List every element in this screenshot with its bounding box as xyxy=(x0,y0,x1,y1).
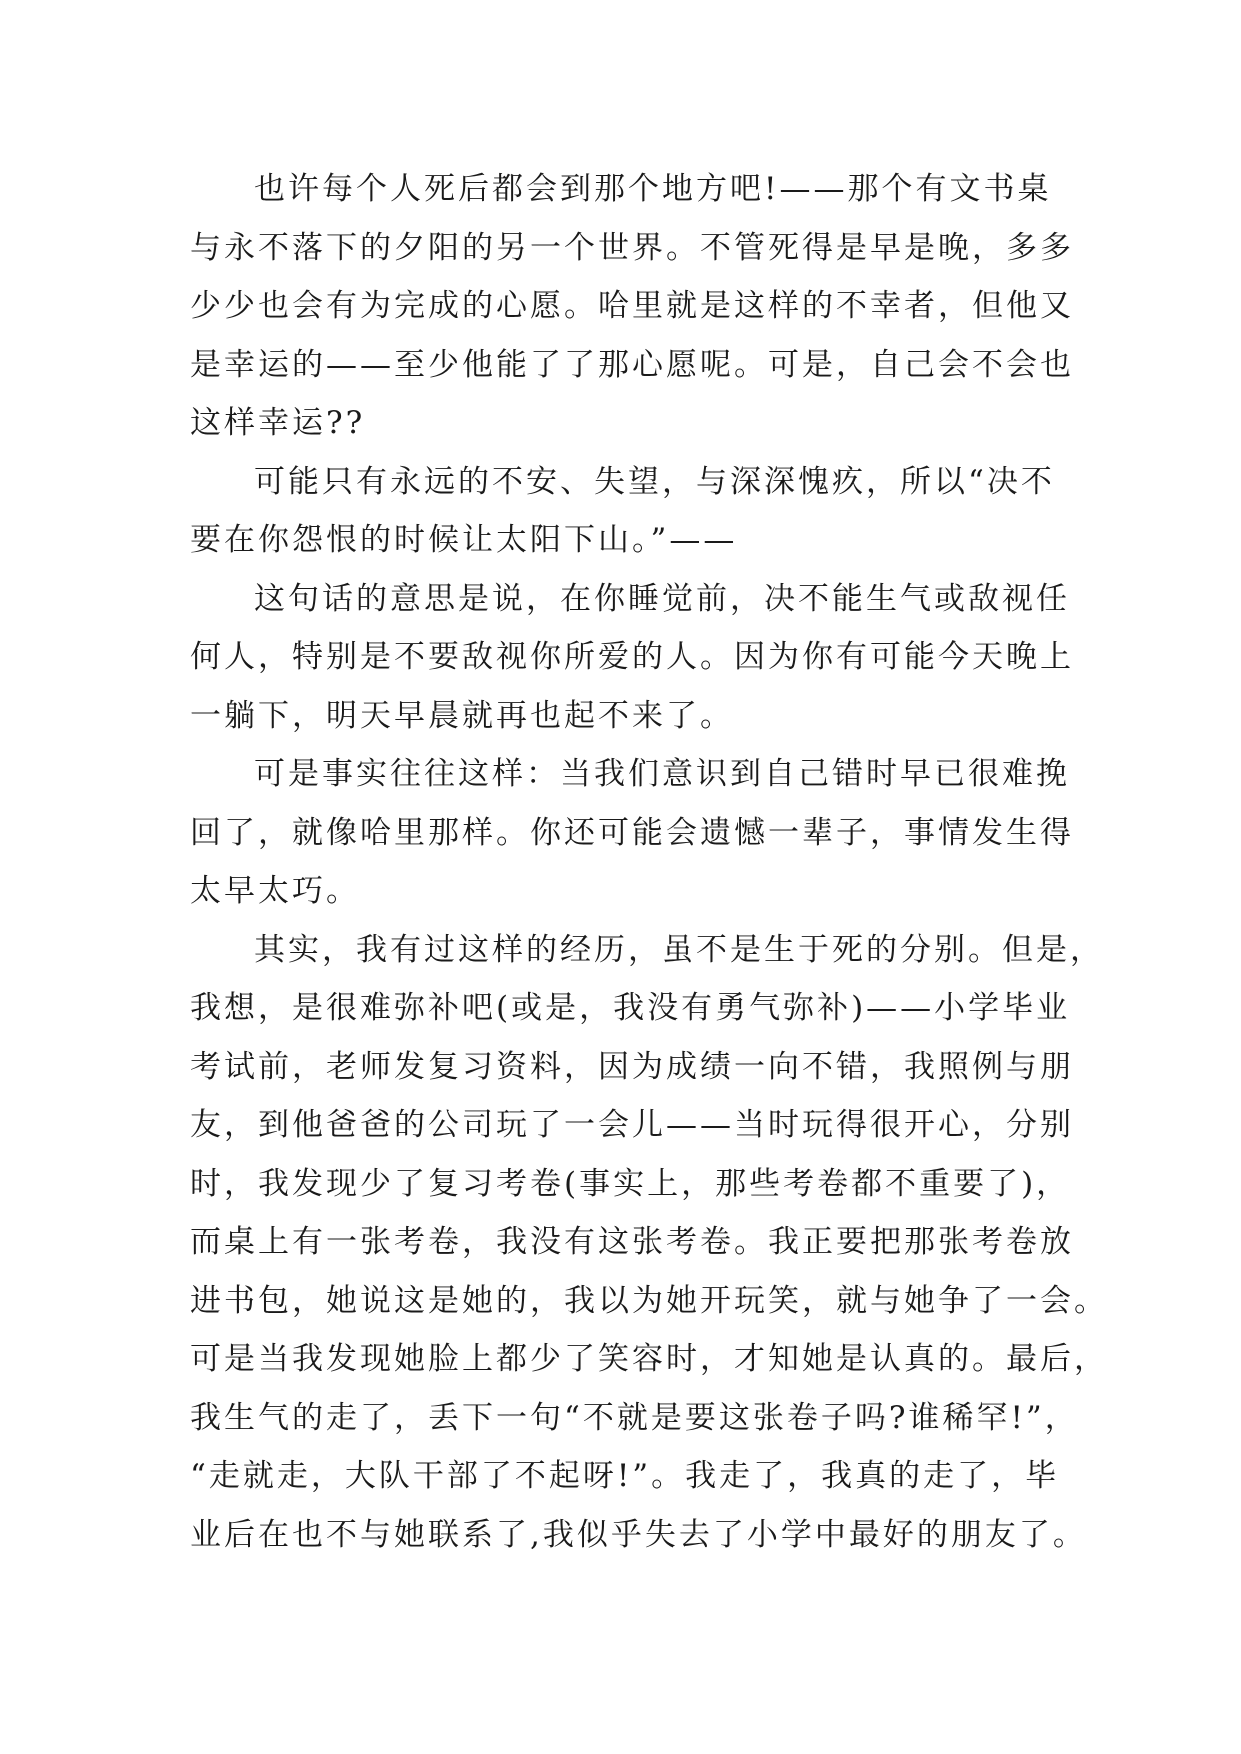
text-line: 时，我发现少了复习考卷(事实上，那些考卷都不重要了)， xyxy=(190,1165,1071,1202)
text-line: 可是当我发现她脸上都少了笑容时，才知她是认真的。最后， xyxy=(190,1341,1108,1377)
text-line: 业后在也不与她联系了,我似乎失去了小学中最好的朋友了。 xyxy=(190,1516,1087,1553)
paragraph-first-line: 其实，我有过这样的经历，虽不是生于死的分别。但是， xyxy=(254,931,1104,968)
text-line: 与永不落下的夕阳的另一个世界。不管死得是早是晚，多多 xyxy=(190,229,1074,266)
text-line: 我想，是很难弥补吧(或是，我没有勇气弥补)——小学毕业 xyxy=(190,990,1071,1026)
text-line: 要在你怨恨的时候让太阳下山。”—— xyxy=(190,522,738,558)
text-line: “走就走，大队干部了不起呀!”。我走了，我真的走了，毕 xyxy=(190,1458,1060,1494)
text-line: 而桌上有一张考卷，我没有这张考卷。我正要把那张考卷放 xyxy=(190,1224,1074,1260)
article-body xyxy=(190,160,1108,1564)
text-line: 我生气的走了，丢下一句“不就是要这张卷子吗?谁稀罕!”， xyxy=(190,1399,1079,1436)
text-line: 友，到他爸爸的公司玩了一会儿——当时玩得很开心，分别 xyxy=(190,1107,1074,1143)
text-line: 太早太巧。 xyxy=(190,873,360,909)
text-line: 少少也会有为完成的心愿。哈里就是这样的不幸者，但他又 xyxy=(190,288,1074,324)
text-line: 何人，特别是不要敌视你所爱的人。因为你有可能今天晚上 xyxy=(190,639,1074,675)
text-line: 一躺下，明天早晨就再也起不来了。 xyxy=(190,697,734,734)
text-line: 回了，就像哈里那样。你还可能会遗憾一辈子，事情发生得 xyxy=(190,814,1074,851)
paragraph-first-line: 可是事实往往这样：当我们意识到自己错时早已很难挽 xyxy=(254,756,1070,792)
paragraph-first-line: 可能只有永远的不安、失望，与深深愧疚，所以“决不 xyxy=(254,463,1055,500)
text-line: 进书包，她说这是她的，我以为她开玩笑，就与她争了一会。 xyxy=(190,1282,1108,1319)
paragraph-first-line: 这句话的意思是说，在你睡觉前，决不能生气或敌视任 xyxy=(254,580,1070,617)
paragraph-first-line: 也许每个人死后都会到那个地方吧!——那个有文书桌 xyxy=(254,171,1052,207)
text-line: 考试前，老师发复习资料，因为成绩一向不错，我照例与朋 xyxy=(190,1048,1074,1085)
text-line: 这样幸运?? xyxy=(190,405,366,441)
text-line: 是幸运的——至少他能了了那心愿呢。可是，自己会不会也 xyxy=(190,346,1074,383)
